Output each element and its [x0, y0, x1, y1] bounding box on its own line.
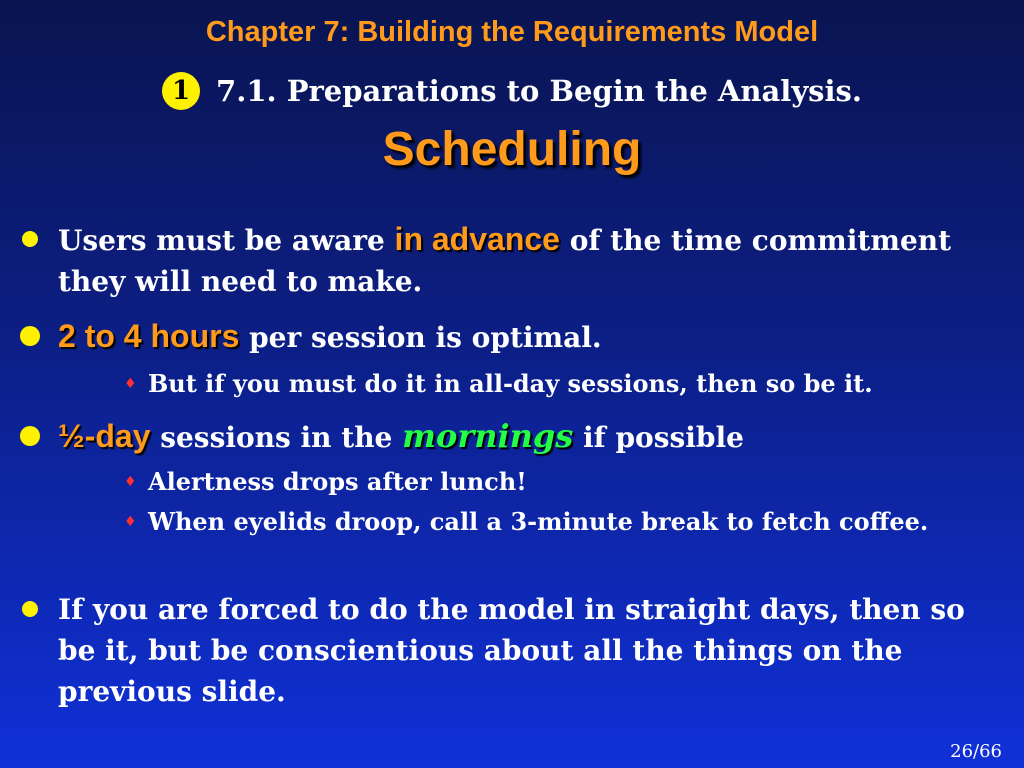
page-number: 26/66	[950, 741, 1002, 762]
bullet-half-day	[58, 416, 984, 458]
bullet-session-length	[58, 316, 984, 358]
bullet-text: of the time commitment they will need to make.	[58, 224, 952, 298]
bullet-highlight: 2 to 4 hours	[58, 318, 240, 354]
sub-bullet: ♦ Alertness drops after lunch!	[148, 467, 1004, 497]
section-heading	[0, 72, 1024, 110]
bullet-straight-days: If you are forced to do the model in straight days, then so be it, but be conscientious about all the things on the previous slide.	[58, 589, 984, 712]
sub-bullet: ♦ But if you must do it in all-day sessions, then so be it.	[148, 369, 1004, 399]
slide-title: Scheduling	[382, 123, 642, 176]
bullet-text: Users must be aware	[58, 224, 395, 257]
bullet-advance-notice	[58, 219, 984, 302]
bullet-text: if possible	[573, 421, 744, 454]
chapter-title: Chapter 7: Building the Requirements Model	[205, 16, 819, 48]
bullet-highlight: ½-day	[58, 418, 151, 454]
section-title: 7.1. Preparations to Begin the Analysis.	[216, 74, 862, 108]
bullet-text: sessions in the	[150, 421, 403, 454]
sub-bullet: ♦ When eyelids droop, call a 3-minute break to fetch coffee.	[148, 507, 1004, 537]
section-number-badge: 1	[162, 72, 200, 110]
bullet-highlight: in advance	[394, 221, 560, 257]
bullet-text: per session is optimal.	[239, 321, 602, 354]
bullet-highlight-mornings: mornings	[402, 417, 574, 455]
